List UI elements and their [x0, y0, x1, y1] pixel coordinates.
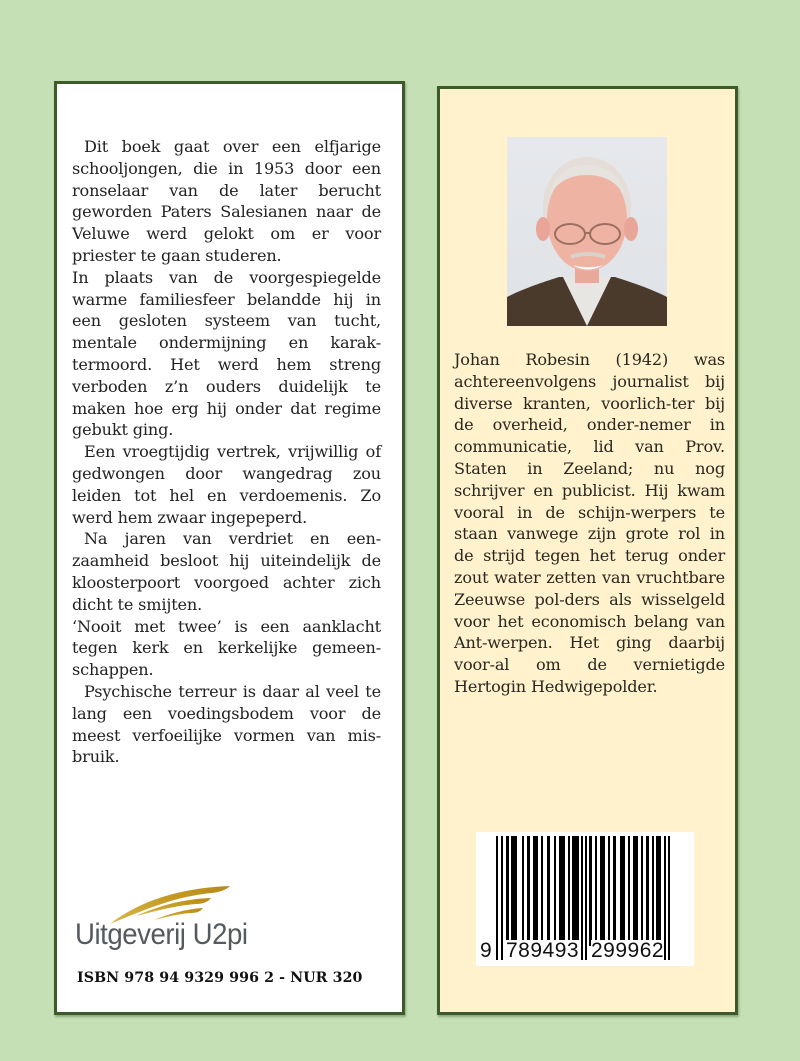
- book-blurb: [72, 136, 381, 768]
- isbn-barcode: [476, 832, 694, 966]
- back-cover-blurb-panel: [54, 81, 405, 1015]
- publisher-logo: [75, 884, 375, 964]
- barcode-right-group: 299962: [591, 939, 665, 962]
- author-panel: [437, 86, 738, 1015]
- publisher-name: Uitgeverij U2pi: [75, 918, 248, 951]
- blurb-paragraph: Na jaren van verdriet en een-zaamheid besloot hij uiteindelijk de kloosterpoort voorgoed achter zich dicht te smijten.: [72, 529, 381, 614]
- barcode-lead-digit: 9: [480, 939, 492, 962]
- blurb-paragraph: Psychische terreur is daar al veel te lang een voedingsbodem voor de meest verfoeilijke vormen van mis-bruik.: [72, 681, 381, 767]
- blurb-paragraph: Een vroegtijdig vertrek, vrijwillig of gedwongen door wangedrag zou leiden tot hel en verdoemenis. Zo werd hem zwaar ingepeperd.: [72, 442, 381, 527]
- author-portrait-icon: [507, 137, 667, 326]
- blurb-paragraph: ‘Nooit met twee’ is een aanklacht tegen kerk en kerkelijke gemeen-schappen.: [72, 616, 381, 680]
- isbn-nur-line: ISBN 978 94 9329 996 2 - NUR 320: [77, 970, 363, 986]
- barcode-left-group: 789493: [506, 939, 580, 962]
- author-photo: [507, 137, 667, 326]
- blurb-paragraph: In plaats van de voorgespiegelde warme familiesfeer belandde hij in een gesloten systeem van tucht, mentale ondermijning en karak-termoord. Het werd hem streng verboden z’n ouders duidelijk te maken hoe erg hij onder dat regime gebukt ging.: [72, 267, 381, 440]
- author-bio: [454, 349, 725, 698]
- blurb-paragraph: Dit boek gaat over een elfjarige schooljongen, die in 1953 door een ronselaar van de later berucht geworden Paters Salesianen naar de Veluwe werd gelokt om er voor priester te gaan studeren.: [72, 137, 381, 265]
- author-bio-text: Johan Robesin (1942) was achtereenvolgens journalist bij diverse kranten, voorlich-ter bij de overheid, onder-nemer in communicatie, lid van Prov. Staten in Zeeland; nu nog schrijver en publicist. Hij kwam vooral in de schijn-werpers te staan vanwege zijn grote rol in de strijd tegen het terug onder zout water zetten van vruchtbare Zeeuwse pol-ders als wisselgeld voor het economisch belang van Ant-werpen. Het ging daarbij voor-al om de vernietigde Hertogin Hedwigepolder.: [454, 350, 725, 696]
